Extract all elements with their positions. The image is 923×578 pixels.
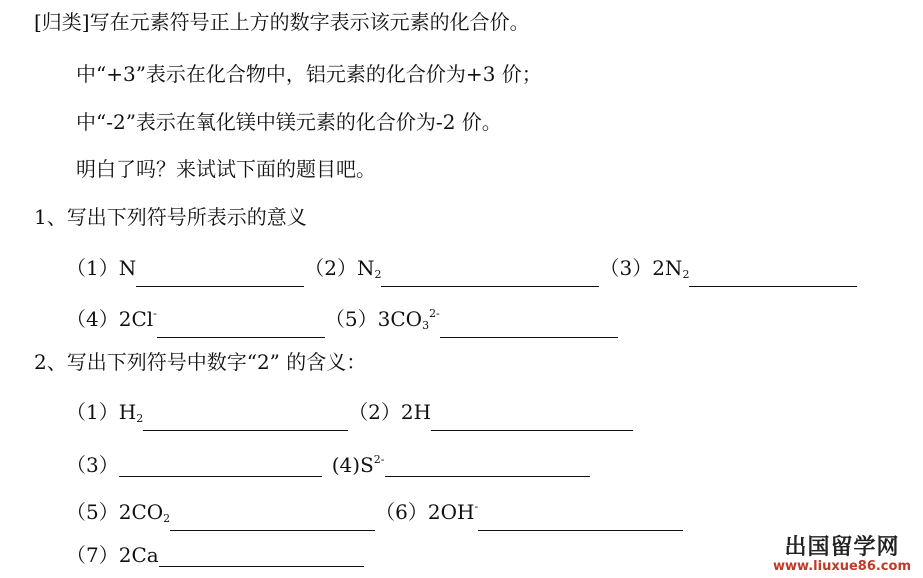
item-number: （3） bbox=[599, 256, 653, 280]
item-number: （2） bbox=[348, 400, 401, 424]
item-number: （4） bbox=[66, 307, 119, 331]
answer-blank[interactable] bbox=[689, 266, 857, 287]
answer-blank[interactable] bbox=[119, 456, 322, 477]
formula-subscript: 2 bbox=[682, 268, 690, 281]
formula-superscript: - bbox=[153, 307, 157, 320]
intro-line-4: 明白了吗？来试试下面的题目吧。 bbox=[76, 157, 376, 181]
formula-superscript: 2- bbox=[429, 307, 440, 320]
answer-blank[interactable] bbox=[136, 266, 304, 287]
question-2-row-3 bbox=[66, 495, 683, 531]
watermark-url: www.liuxue86.com bbox=[773, 559, 911, 574]
answer-blank[interactable] bbox=[159, 546, 364, 567]
item-number: （6） bbox=[375, 500, 428, 524]
question-1-row-1 bbox=[66, 256, 857, 287]
formula: S bbox=[360, 453, 374, 477]
formula-subscript: 2 bbox=[163, 512, 171, 525]
question-2-title: 2、写出下列符号中数字“2” 的含义： bbox=[34, 350, 367, 374]
formula: 2Cl bbox=[118, 307, 154, 331]
watermark-name: 出国留学网 bbox=[784, 535, 900, 560]
question-1-title: 1、写出下列符号所表示的意义 bbox=[34, 205, 307, 229]
answer-blank[interactable] bbox=[143, 410, 348, 431]
answer-blank[interactable] bbox=[431, 410, 633, 431]
answer-blank[interactable] bbox=[381, 266, 599, 287]
question-1-row-2 bbox=[66, 302, 618, 338]
formula: 3CO bbox=[377, 307, 423, 331]
formula-subscript: 2 bbox=[374, 268, 382, 281]
formula-superscript: 2- bbox=[373, 453, 385, 466]
site-watermark bbox=[773, 530, 911, 574]
formula: 2CO bbox=[118, 500, 164, 524]
item-number: （3） bbox=[66, 453, 119, 477]
question-2-row-1 bbox=[66, 400, 633, 431]
intro-line-1: [归类]写在元素符号正上方的数字表示该元素的化合价。 bbox=[34, 10, 530, 34]
answer-blank[interactable] bbox=[170, 510, 375, 531]
answer-blank[interactable] bbox=[157, 317, 325, 338]
formula: H bbox=[118, 400, 137, 424]
question-2-row-4 bbox=[66, 543, 364, 567]
item-number: (4) bbox=[331, 453, 361, 477]
item-number: （2） bbox=[304, 256, 357, 280]
answer-blank[interactable] bbox=[385, 456, 590, 477]
formula: 2Ca bbox=[118, 543, 159, 567]
formula: 2N bbox=[652, 256, 683, 280]
item-number: （1） bbox=[66, 400, 119, 424]
intro-line-3: 中“-2”表示在氧化镁中镁元素的化合价为-2 价。 bbox=[76, 110, 502, 134]
formula: N bbox=[118, 256, 137, 280]
question-2-row-2 bbox=[66, 448, 590, 477]
formula-superscript: - bbox=[474, 500, 479, 513]
formula: 2H bbox=[400, 400, 432, 424]
formula: N bbox=[356, 256, 375, 280]
item-number: （5） bbox=[66, 500, 119, 524]
formula-subscript: 2 bbox=[136, 412, 144, 425]
formula-subscript: 3 bbox=[422, 319, 430, 332]
intro-line-2: 中“+3”表示在化合物中，铝元素的化合价为+3 价； bbox=[76, 62, 542, 86]
answer-blank[interactable] bbox=[440, 317, 618, 338]
formula: 2OH bbox=[427, 500, 475, 524]
answer-blank[interactable] bbox=[478, 510, 683, 531]
item-number: （1） bbox=[66, 256, 119, 280]
item-number: （5） bbox=[324, 307, 378, 331]
item-number: （7） bbox=[66, 543, 119, 567]
